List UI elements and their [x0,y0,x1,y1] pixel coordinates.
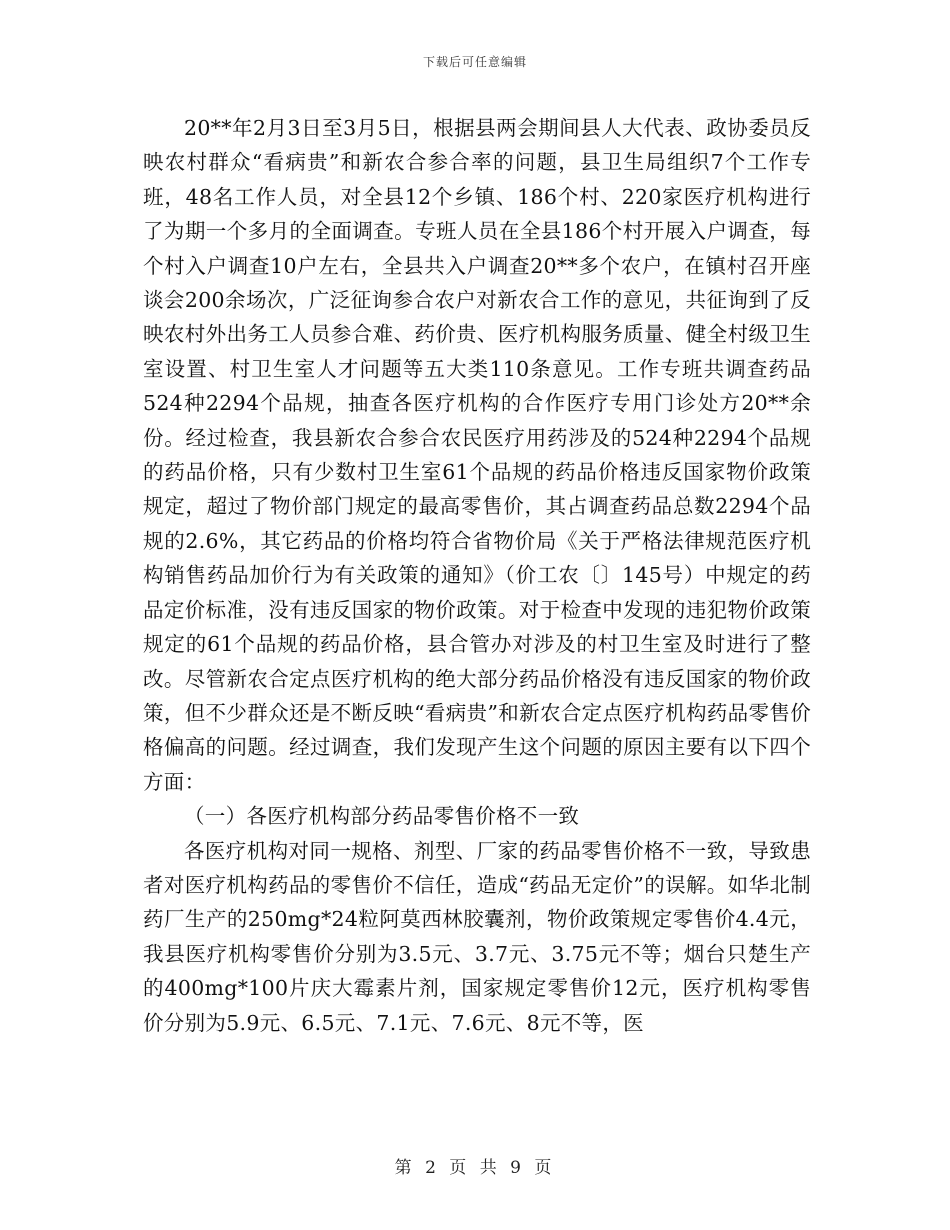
document-body [143,111,811,1040]
page-number: 第 2 页 共 9 页 [394,1158,556,1178]
body-paragraph: 各医疗机构对同一规格、剂型、厂家的药品零售价格不一致，导致患者对医疗机构药品的零售价不信任，造成“药品无定价”的误解。如华北制药厂生产的250mg*24粒阿莫西林胶囊剂，物价政策规定零售价4.4元，我县医疗机构零售价分别为3.5元、3.7元、3.75元不等；烟台只楚生产的400mg*100片庆大霉素片剂，国家规定零售价12元，医疗机构零售价分别为5.9元、6.5元、7.1元、7.6元、8元不等，医 [143,838,811,1035]
page-header-note: 下载后可任意编辑 [422,55,527,69]
body-paragraph: 20**年2月3日至3月5日，根据县两会期间县人大代表、政协委员反映农村群众“看病贵”和新农合参合率的问题，县卫生局组织7个工作专班，48名工作人员，对全县12个乡镇、186个村、220家医疗机构进行了为期一个多月的全面调查。专班人员在全县186个村开展入户调查，每个村入户调查10户左右，全县共入户调查20**多个农户，在镇村召开座谈会200余场次，广泛征询参合农户对新农合工作的意见，共征询到了反映农村外出务工人员参合难、药价贵、医疗机构服务质量、健全村级卫生室设置、村卫生室人才问题等五大类110条意见。工作专班共调查药品524种2294个品规，抽查各医疗机构的合作医疗专用门诊处方20**余份。经过检查，我县新农合参合农民医疗用药涉及的524种2294个品规的药品价格，只有少数村卫生室61个品规的药品价格违反国家物价政策规定，超过了物价部门规定的最高零售价，其占调查药品总数2294个品规的2.6%，其它药品的价格均符合省物价局《关于严格法律规范医疗机构销售药品加价行为有关政策的通知》（价工农〔〕145号）中规定的药品定价标准，没有违反国家的物价政策。对于检查中发现的违犯物价政策规定的61个品规的药品价格，县合管办对涉及的村卫生室及时进行了整改。尽管新农合定点医疗机构的绝大部分药品价格没有违反国家的物价政策，但不少群众还是不断反映“看病贵”和新农合定点医疗机构药品零售价格偏高的问题。经过调查，我们发现产生这个问题的原因主要有以下四个方面： [143,116,811,794]
section-heading: （一）各医疗机构部分药品零售价格不一致 [184,804,580,829]
